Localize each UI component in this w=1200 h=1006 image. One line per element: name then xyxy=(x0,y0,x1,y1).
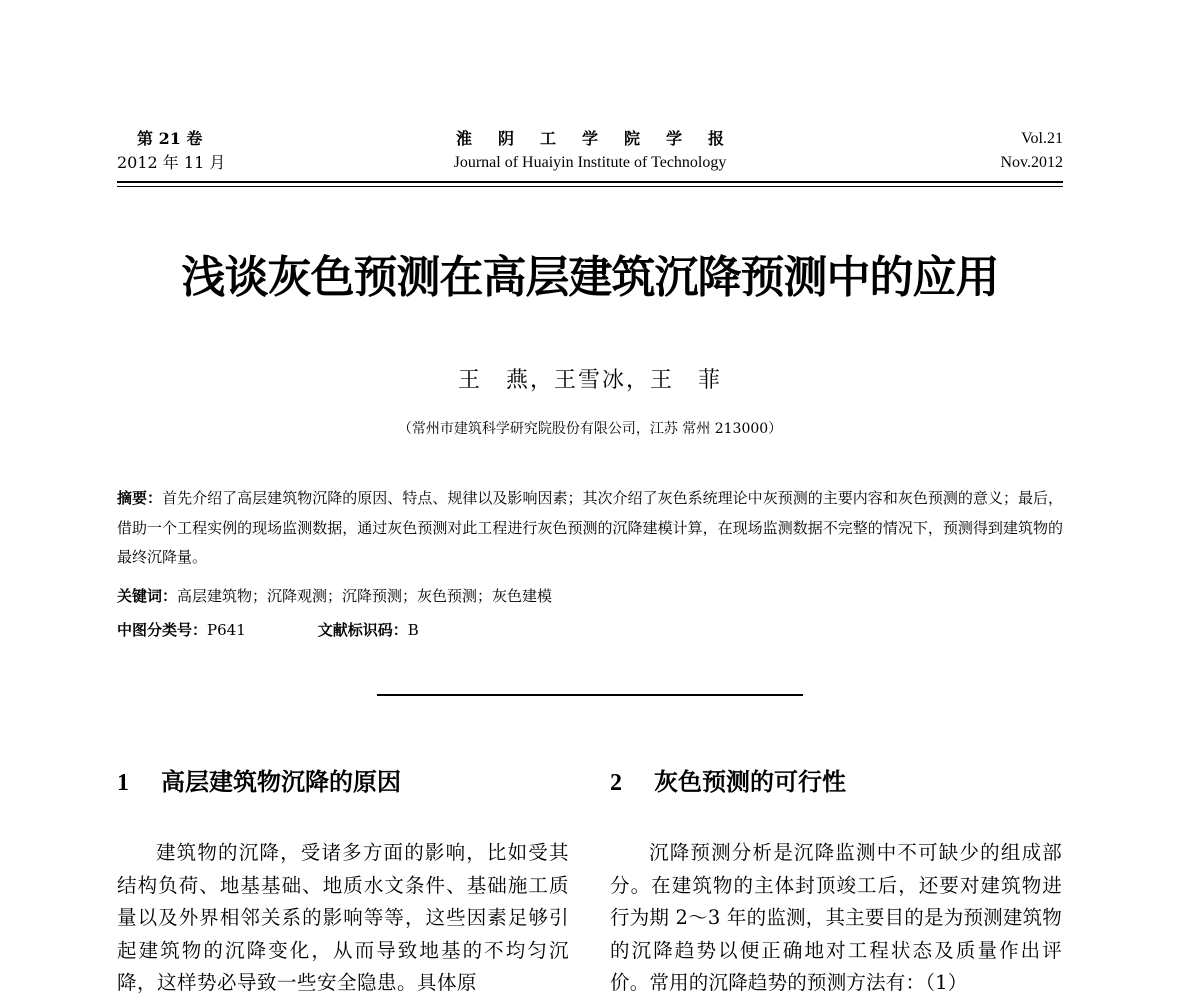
section-separator xyxy=(377,694,803,696)
section-heading-1 xyxy=(117,764,569,801)
date-en: Nov.2012 xyxy=(1000,154,1063,171)
clc-value: P641 xyxy=(207,621,246,639)
journal-name-en: Journal of Huaiyin Institute of Technology xyxy=(453,154,727,171)
classification xyxy=(117,617,1063,643)
section-title: 高层建筑物沉降的原因 xyxy=(161,768,401,796)
section-title: 灰色预测的可行性 xyxy=(654,768,846,796)
section-heading-2 xyxy=(610,764,1062,801)
volume-cn: 第 21 卷 xyxy=(137,129,203,148)
header-left xyxy=(117,127,317,175)
keywords-label: 关键词： xyxy=(117,587,178,605)
date-cn: 2012 年 11 月 xyxy=(117,153,226,172)
section-body-2: 沉降预测分析是沉降监测中不可缺少的组成部分。在建筑物的主体封顶竣工后，还要对建筑物进行为期 2～3 年的监测，其主要目的是为预测建筑物的沉降趋势以便正确地对工程状态及质量作出评价。常用的沉降趋势的预测方法有：（1） xyxy=(610,841,1062,994)
section-body-1: 建筑物的沉降，受诸多方面的影响，比如受其结构负荷、地基基础、地质水文条件、基础施工质量以及外界相邻关系的影响等等，这些因素足够引起建筑物的沉降变化，从而导致地基的不均匀沉降，这样势必导致一些安全隐患。具体原 xyxy=(117,841,569,994)
journal-name-cn: 淮阴工学院学报 xyxy=(455,129,750,148)
abstract-text: 首先介绍了高层建筑物沉降的原因、特点、规律以及影响因素；其次介绍了灰色系统理论中灰预测的主要内容和灰色预测的意义；最后，借助一个工程实例的现场监测数据，通过灰色预测对此工程进行灰色预测的沉降建模计算，在现场监测数据不完整的情况下，预测得到建筑物的最终沉降量。 xyxy=(117,489,1063,566)
header-rule-thick xyxy=(117,181,1063,183)
keywords xyxy=(117,583,1063,609)
abstract-label: 摘要： xyxy=(117,489,163,507)
column-left xyxy=(117,764,569,1000)
doc-code-label: 文献标识码： xyxy=(317,621,408,639)
journal-header xyxy=(380,127,800,175)
volume-en: Vol.21 xyxy=(1021,130,1063,147)
header-right xyxy=(863,127,1063,175)
doc-code-value: B xyxy=(407,621,419,639)
section-number: 2 xyxy=(610,770,622,796)
keywords-text: 高层建筑物；沉降观测；沉降预测；灰色预测；灰色建模 xyxy=(177,587,553,605)
authors: 王 燕，王雪冰，王 菲 xyxy=(457,368,722,393)
header-rule-thin xyxy=(117,186,1063,187)
affiliation: （常州市建筑科学研究院股份有限公司，江苏 常州 213000） xyxy=(397,421,783,437)
paper-title: 浅谈灰色预测在高层建筑沉降预测中的应用 xyxy=(181,252,999,303)
clc-label: 中图分类号： xyxy=(117,621,208,639)
abstract xyxy=(117,484,1063,573)
column-right xyxy=(610,764,1062,1000)
section-number: 1 xyxy=(117,770,129,796)
